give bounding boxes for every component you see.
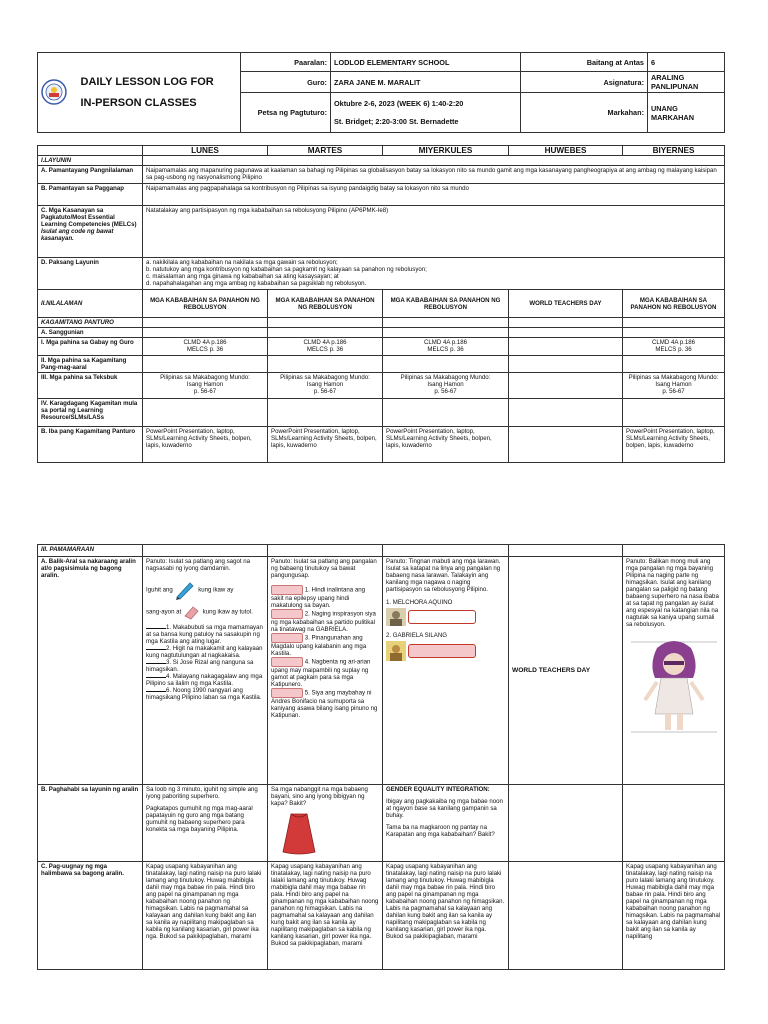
kagamitan-heading: KAGAMITANG PANTURO bbox=[38, 318, 143, 328]
melc-text: Natatalakay ang partisipasyon ng mga kababaihan sa rebolusyong Pilipino (AP6PMK-Ie8) bbox=[143, 206, 725, 258]
list-item: b. natutukoy ang mga kontribusyon ng kababaihan sa pagkamit ng kalayaan sa panahon ng rebolusyon; bbox=[146, 266, 427, 273]
guro-label: Guro: bbox=[241, 72, 331, 93]
gabay-guro-biyernes: CLMD 4A p.186 MELCS p. 36 bbox=[623, 338, 725, 356]
balik-aral-martes: Panuto: Isulat sa patlang ang pangalan ng babaeng tinutukoy sa bawat pangungusap. 1. Hindi inalintana ang sakit na epilepsy upang hindi makatulong sa bayan. 2. Naging inspirasyon siya ng mga kababaihan sa partido pulitikal na tinatawag na GABRIELA. 3. Pinangunahan ang Magdalo upang kalabanin ang mga Kastila. 4. Nagbenta ng ari-arian upang may maipambili ng suplay ng gamot at pagkain para sa mga Katipunero. 5. Siya ang maybahay ni Andres Bonifacio na sumuporta sa kaniyang asawa bilang isang pinuno ng Katipunan. bbox=[268, 557, 383, 785]
teksbuk-biyernes: Pilipinas sa Makabagong Mundo: Isang Hamon p. 56-67 bbox=[623, 373, 725, 399]
portrait-melchora-icon bbox=[386, 608, 406, 626]
list-item: 4. Malayang nakagagalaw ang mga Pilipino sa ilalim ng mga Kastila. bbox=[146, 673, 263, 687]
teksbuk-martes: Pilipinas sa Makabagong Mundo: Isang Hamon p. 56-67 bbox=[268, 373, 383, 399]
list-item: c. maisalaman ang mga ginawa ng kababaihan sa ating kasaysayan; at bbox=[146, 273, 339, 280]
list-item: 6. Noong 1990 nangyari ang himagsikang Pilipino laban sa mga Kastila. bbox=[146, 687, 262, 701]
list-item: 2. Naging inspirasyon siya ng mga kababaihan sa partido pulitikal na tinatawag na GABRIELA. bbox=[271, 610, 376, 633]
list-item: 3. Pinangunahan ang Magdalo upang kalabanin ang mga Kastila. bbox=[271, 634, 367, 657]
balik-aral-lunes: Panuto: Isulat sa patlang ang sagot na nagsasabi ng iyong damdamin. Iguhit ang kung ikaw ay sang-ayon at kung ikaw ay tutol. 1. Makabubuti sa mga mamamayan at sa bansa kung patuloy na sasakupin ng mga Kastila ang ating lugar. 2. Higit na makakamit ang kalayaan kung nagtutulungan at nagkakaisa. 3. Si Jose Rizal ang nanguna sa himagsikan. 4. Malayang nakagagalaw ang mga Pilipino sa ilalim ng mga Kastila. 6. Noong 1990 nangyari ang himagsikang Pilipino laban sa mga Kastila. bbox=[143, 557, 268, 785]
sanggunian-label: A. Sanggunian bbox=[38, 328, 143, 338]
melc-label: C. Mga Kasanayan sa Pagkatuto/Most Essential Learning Competencies (MELCs) Isulat ang code ng bawat kasanayan. bbox=[38, 206, 143, 258]
gabay-guro-label: I. Mga pahina sa Gabay ng Guro bbox=[38, 338, 143, 356]
nilalaman-heading: II.NILALAMAN bbox=[38, 290, 143, 318]
lesson-grid-bottom bbox=[37, 544, 725, 970]
list-item: a. nakikilala ang kababaihan na nakilala sa mga gawain sa rebolusyon; bbox=[146, 259, 338, 266]
iba-pang-kagamitan-label: B. Iba pang Kagamitang Panturo bbox=[38, 427, 143, 463]
portrait-gabriela-icon bbox=[386, 641, 406, 661]
list-item: 1. Makabubuti sa mga mamamayan at sa bansa kung patuloy na sasakupin ng mga Kastila ang ating lugar. bbox=[146, 624, 263, 645]
nilalaman-martes: MGA KABABAIHAN SA PANAHON NG REBOLUSYON bbox=[268, 290, 383, 318]
guro-value: ZARA JANE M. MARALIT bbox=[331, 72, 521, 93]
paksang-layunin-label: D. Paksang Layunin bbox=[38, 258, 143, 290]
petsa-label: Petsa ng Pagtuturo: bbox=[241, 93, 331, 133]
pamantayang-pangnilalaman-text: Naipamamalas ang mapanuring pagunawa at kaalaman sa bahagi ng Pilipinas sa globalisasyon batay sa lokasyon nito sa mundo gamit ang mga kasanayang pangheograpiya at ang ambag ng malayang kaisipan sa pag-usbong ng nasyonalismong Pilipino bbox=[143, 166, 725, 184]
list-item: 2. Higit na makakamit ang kalayaan kung nagtutulungan at nagkakaisa. bbox=[146, 645, 263, 659]
deped-logo-cell bbox=[38, 53, 78, 133]
gabay-guro-martes: CLMD 4A p.186 MELCS p. 36 bbox=[268, 338, 383, 356]
iba-pang-kagamitan-biyernes: PowerPoint Presentation, laptop, SLMs/Learning Activity Sheets, bolpen, lapis, kuwaderno bbox=[623, 427, 725, 463]
list-item: 4. Nagbenta ng ari-arian upang may maipambili ng suplay ng gamot at pagkain para sa mga Katipunero. bbox=[271, 658, 371, 688]
pag-uugnay-martes: Kapag usapang kabayanihan ang tinatalakay, lagi nating naisip na puro lalaki lamang ang tinutukoy. Huwag mabibigla dahil may mga babae rin pala. Hindi biro ang papel na ginampanan ng mga kababaihan noong panahon ng himagsikan. Labis na pagmamahal sa kalayaan ang dahilan kung bakit ang ilan sa kanila ay napilitang makipaglaban sa kabila ng kanilang kasarian, girl power ika nga. Bukod sa pakikipaglaban, marami bbox=[268, 862, 383, 970]
paghahabi-martes: Sa mga nabanggit na mga babaeng bayani, sino ang iyong bibigyan ng kapa? Bakit? bbox=[268, 785, 383, 862]
baitang-value: 6 bbox=[648, 53, 725, 72]
teksbuk-label: III. Mga pahina sa Teksbuk bbox=[38, 373, 143, 399]
pamantayan-pagganap-text: Naipamamalas ang pagpapahalaga sa kontribusyon ng Pilipinas sa isyung pandaigdig batay sa lokasyon nito sa mundo bbox=[143, 184, 725, 206]
pag-uugnay-biyernes: Kapag usapang kabayanihan ang tinatalakay, lagi nating naisip na puro lalaki lamang ang tinutukoy. Huwag mabibigla dahil may mga babae rin pala. Hindi biro ang papel na ginampanan ng mga kababaihan noong panahon ng himagsikan. Labis na pagmamahal sa kalayaan ang dahilan kung bakit ang ilan sa kanila ay napilitang bbox=[623, 862, 725, 970]
markahan-label: Markahan: bbox=[521, 93, 648, 133]
list-item: 5. Siya ang maybahay ni Andres Bonifacio na sumuporta sa kaniyang asawa bilang isang pinuno ng Katipunan. bbox=[271, 689, 378, 719]
karagdagang-kagamitan-label: IV. Karagdagang Kagamitan mula sa portal ng Learning Resource/SLMs/LASs bbox=[38, 399, 143, 427]
baitang-label: Baitang at Antas bbox=[521, 53, 648, 72]
list-item: d. napahahalagahan ang mga ambag ng kababaihan sa pagsiklab ng rebolusyon. bbox=[146, 280, 367, 287]
day-header-martes: MARTES bbox=[268, 146, 383, 156]
answer-box bbox=[408, 610, 476, 624]
balik-aral-label: A. Balik-Aral sa nakaraang aralin at/o pagsisimula ng bagong aralin. bbox=[38, 557, 143, 785]
paghahabi-label: B. Paghahabi sa layunin ng aralin bbox=[38, 785, 143, 862]
iba-pang-kagamitan-martes: PowerPoint Presentation, laptop, SLMs/Learning Activity Sheets, bolpen, lapis, kuwaderno bbox=[268, 427, 383, 463]
day-header-huwebes: HUWEBES bbox=[509, 146, 623, 156]
gabay-guro-lunes: CLMD 4A p.186 MELCS p. 36 bbox=[143, 338, 268, 356]
paghahabi-miyerkules: GENDER EQUALITY INTEGRATION: Ibigay ang pagkakaiba ng mga babae noon at ngayon base sa kanilang gampanin sa buhay. Tama ba na magkaroon ng pantay na Karapatan ang mga kababaihan? Bakit? bbox=[383, 785, 509, 862]
pencil-icon bbox=[174, 580, 196, 600]
pag-uugnay-miyerkules: Kapag usapang kabayanihan ang tinatalakay, lagi nating naisip na puro lalaki lamang ang tinutukoy. Huwag mabibigla dahil may mga babae rin pala. Hindi biro ang papel na ginampanan ng mga kababaihan noong panahon ng himagsikan. Labis na pagmamahal sa kalayaan ang dahilan kung bakit ang ilan sa kanila ay napilitang makipaglaban sa kabila ng kanilang kasarian, girl power ika nga. Bukod sa pakikipaglaban, marami bbox=[383, 862, 509, 970]
kagamitang-mag-aaral-label: II. Mga pahina sa Kagamitang Pang-mag-aaral bbox=[38, 356, 143, 373]
balik-aral-biyernes: Panuto: Balikan mong muli ang mga pangalan ng mga bayaning Pilipina na naging parte ng himagsikan. Isulat ang kanilang pangalan sa paligid ng batang babaeng superhero na nasa ibaba at sa tapat ng pangalan ay isulat ang espesyal na katangian nila na nagtulak sa kaniya upang sumali sa rebolusyon. bbox=[623, 557, 725, 785]
petsa-value: Oktubre 2-6, 2023 (WEEK 6) 1:40-2:20 St. Bridget; 2:20-3:00 St. Bernadette bbox=[331, 93, 521, 133]
teksbuk-lunes: Pilipinas sa Makabagong Mundo: Isang Hamon p. 56-67 bbox=[143, 373, 268, 399]
iba-pang-kagamitan-lunes: PowerPoint Presentation, laptop, SLMs/Learning Activity Sheets, bolpen, lapis, kuwaderno bbox=[143, 427, 268, 463]
paksang-layunin-list bbox=[143, 258, 725, 290]
balik-aral-huwebes: WORLD TEACHERS DAY bbox=[509, 557, 623, 785]
lesson-grid-top bbox=[37, 145, 725, 463]
day-header-lunes: LUNES bbox=[143, 146, 268, 156]
header-table bbox=[37, 52, 725, 133]
list-item: 3. Si Jose Rizal ang nanguna sa himagsikan. bbox=[146, 659, 254, 673]
nilalaman-huwebes: WORLD TEACHERS DAY bbox=[509, 290, 623, 318]
red-cape-icon bbox=[281, 812, 317, 856]
layunin-heading: I.LAYUNIN bbox=[38, 156, 143, 166]
iba-pang-kagamitan-miyerkules: PowerPoint Presentation, laptop, SLMs/Learning Activity Sheets, bolpen, lapis, kuwaderno bbox=[383, 427, 509, 463]
asignatura-value: ARALING PANLIPUNAN bbox=[648, 72, 725, 93]
gabay-guro-miyerkules: CLMD 4A p.186 MELCS p. 36 bbox=[383, 338, 509, 356]
corner-cell bbox=[38, 146, 143, 156]
paghahabi-lunes: Sa loob ng 3 minuto, iguhit ng simple ang iyong paboriting superhero. Pagkatapos gumuhit ng mga mag-aaral papatayuin ng guro ang mga batang gumuhit ng babaeng superhero para konekta sa mga bayaning Pilipina. bbox=[143, 785, 268, 862]
nilalaman-biyernes: MGA KABABAIHAN SA PANAHON NG REBOLUSYON bbox=[623, 290, 725, 318]
day-header-miyerkules: MIYERKULES bbox=[383, 146, 509, 156]
paaralan-value: LODLOD ELEMENTARY SCHOOL bbox=[331, 53, 521, 72]
pamantayan-pagganap-label: B. Pamantayan sa Pagganap bbox=[38, 184, 143, 206]
pamantayang-pangnilalaman-label: A. Pamantayang Pangnilalaman bbox=[38, 166, 143, 184]
nilalaman-miyerkules: MGA KABABAIHAN SA PANAHON NG REBOLUSYON bbox=[383, 290, 509, 318]
pamamaraan-heading: III. PAMAMARAAN bbox=[38, 545, 143, 557]
paaralan-label: Paaralan: bbox=[241, 53, 331, 72]
deped-seal-icon bbox=[41, 79, 67, 105]
teksbuk-miyerkules: Pilipinas sa Makabagong Mundo: Isang Hamon p. 56-67 bbox=[383, 373, 509, 399]
day-header-biyernes: BIYERNES bbox=[623, 146, 725, 156]
balik-aral-miyerkules: Panuto: Tingnan mabuti ang mga larawan. Isulat sa katapat na linya ang pangalan ng babaeng nasa larawan. Talakayin ang kanilang mga nagawa o naging partisipasyon sa rebolusyong Pilipino. 1. MELCHORA AQUINO 2. GABRIELA SILANG bbox=[383, 557, 509, 785]
pag-uugnay-label: C. Pag-uugnay ng mga halimbawa sa bagong aralin. bbox=[38, 862, 143, 970]
answer-box bbox=[408, 644, 476, 658]
nilalaman-lunes: MGA KABABAIHAN SA PANAHON NG REBOLUSYON bbox=[143, 290, 268, 318]
list-item: 1. Hindi inalintana ang sakit na epilepsy upang hindi makatulong sa bayan. bbox=[271, 586, 366, 609]
eraser-icon bbox=[183, 604, 201, 620]
asignatura-label: Asignatura: bbox=[521, 72, 648, 93]
page-title: DAILY LESSON LOG FOR IN-PERSON CLASSES bbox=[78, 53, 241, 133]
pag-uugnay-lunes: Kapag usapang kabayanihan ang tinatalakay, lagi nating naisip na puro lalaki lamang ang tinutukoy. Huwag mabibigla dahil may mga babae rin pala. Hindi biro ang papel na ginampanan ng mga kababaihan noong panahon ng himagsikan. Labis na pagmamahal sa kalayaan ang dahilan kung bakit ang ilan sa kanila ay napilitang makipaglaban sa kabila ng kanilang kasarian, girl power ika nga. Bukod sa pakikipaglaban, marami bbox=[143, 862, 268, 970]
markahan-value: UNANG MARKAHAN bbox=[648, 93, 725, 133]
superhero-girl-illustration bbox=[627, 634, 721, 738]
